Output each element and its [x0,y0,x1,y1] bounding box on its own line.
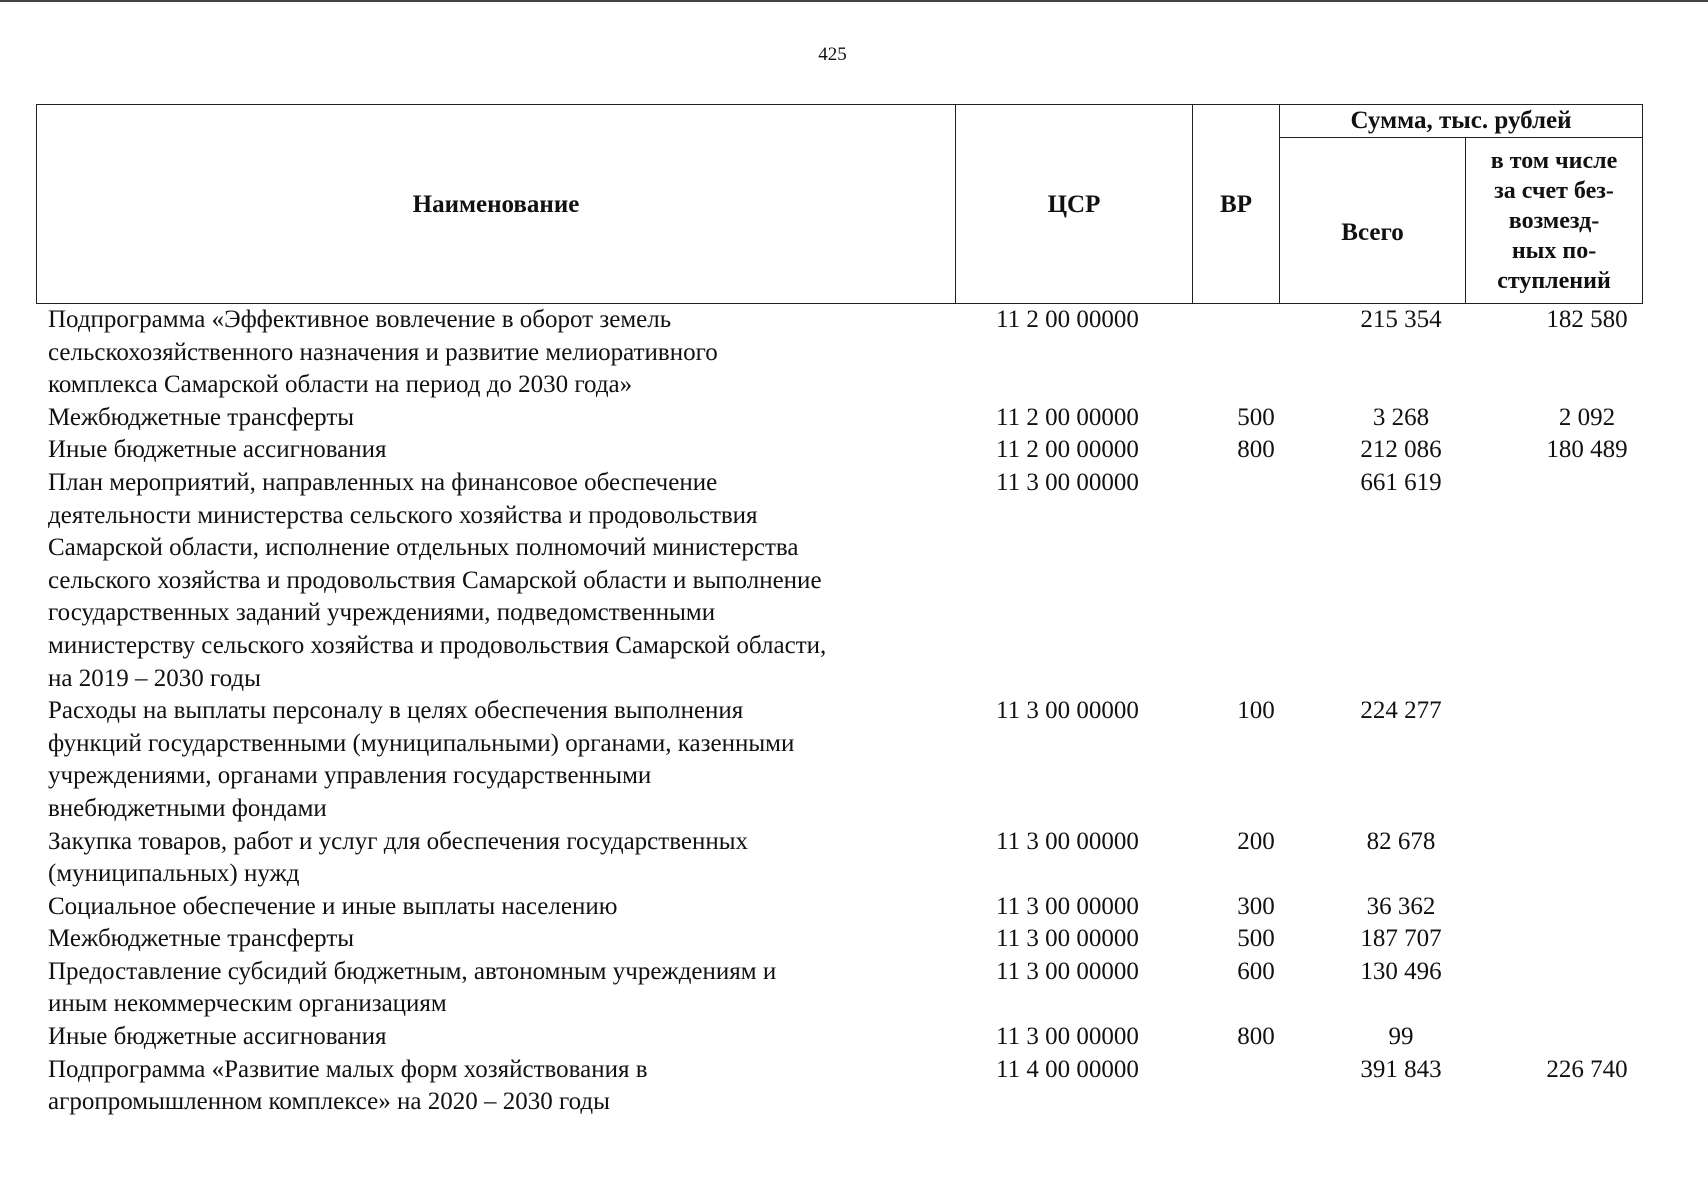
header-grant [1466,138,1643,304]
row-vr: 800 [1237,1023,1275,1051]
row-name-line: комплекса Самарской области на период до 2030 года» [48,371,633,399]
row-name-line: внебюджетными фондами [48,794,327,822]
header-vr: ВР [1193,105,1280,304]
row-total: 36 362 [1366,892,1436,920]
row-name-line: сельского хозяйства и продовольствия Самарской области и выполнение [48,566,822,594]
row-name-line: (муниципальных) нужд [48,860,300,888]
row-vr: 100 [1237,697,1275,725]
table-row [36,923,1642,956]
row-name [48,1021,988,1054]
row-name [48,695,988,825]
table-row [36,891,1642,924]
row-grant: 180 489 [1546,436,1628,464]
row-csr: 11 3 00 00000 [996,892,1139,920]
row-name [48,956,988,1021]
row-grant: 226 740 [1546,1055,1628,1083]
row-csr: 11 2 00 00000 [996,436,1139,464]
table-row [36,304,1642,402]
row-csr: 11 3 00 00000 [996,925,1139,953]
row-name [48,826,988,891]
row-csr: 11 3 00 00000 [996,1023,1139,1051]
row-name-line: Иные бюджетные ассигнования [48,436,387,464]
table-row [36,434,1642,467]
row-name-line: План мероприятий, направленных на финансовое обеспечение [48,468,718,496]
header-total: Всего [1280,138,1466,304]
header-grant-line: в том числе [1490,147,1618,174]
row-name-line: министерству сельского хозяйства и продовольствия Самарской области, [48,631,827,659]
row-total: 99 [1388,1023,1414,1051]
row-total: 82 678 [1366,827,1436,855]
row-total: 215 354 [1360,306,1442,333]
row-name [48,304,988,402]
row-csr: 11 2 00 00000 [996,306,1139,333]
row-name-line: Самарской области, исполнение отдельных полномочий министерства [48,534,799,562]
row-name-line: государственных заданий учреждениями, подведомственными [48,599,716,627]
row-total: 391 843 [1360,1055,1442,1083]
table-row [36,956,1642,1021]
row-name-line: Иные бюджетные ассигнования [48,1023,387,1051]
row-csr: 11 3 00 00000 [996,957,1139,985]
row-name-line: Подпрограмма «Эффективное вовлечение в оборот земель [48,306,672,333]
row-vr: 600 [1237,957,1275,985]
row-total: 3 268 [1372,403,1430,431]
table-row [36,695,1642,825]
row-vr: 500 [1237,403,1275,431]
header-csr: ЦСР [956,105,1193,304]
table-row [36,1054,1642,1119]
table-header [36,104,1643,304]
row-csr: 11 3 00 00000 [996,827,1139,855]
row-csr: 11 3 00 00000 [996,468,1139,496]
table-row [36,1021,1642,1054]
row-name-line: Социальное обеспечение и иные выплаты населению [48,892,618,920]
row-name-line: Межбюджетные трансферты [48,403,355,431]
row-name-line: сельскохозяйственного назначения и развитие мелиоративного [48,338,718,366]
row-total: 212 086 [1360,436,1442,464]
row-name-line: деятельности министерства сельского хозяйства и продовольствия [48,501,758,529]
row-total: 130 496 [1360,957,1442,985]
row-total: 661 619 [1360,468,1442,496]
header-grant-line: за счет без- [1494,177,1614,204]
row-csr: 11 2 00 00000 [996,403,1139,431]
page-number: 425 [818,44,847,65]
row-total: 187 707 [1360,925,1442,953]
row-name [48,891,988,924]
row-grant: 182 580 [1546,306,1628,333]
row-total: 224 277 [1360,697,1442,725]
row-grant: 2 092 [1558,403,1616,431]
row-name-line: Расходы на выплаты персоналу в целях обеспечения выполнения [48,697,744,725]
table-row [36,402,1642,435]
row-name-line: на 2019 – 2030 годы [48,664,261,692]
row-vr: 200 [1237,827,1275,855]
row-name [48,923,988,956]
top-rule [0,0,1708,2]
header-sum-group: Сумма, тыс. рублей [1280,105,1643,138]
row-name-line: агропромышленном комплексе» на 2020 – 2030 годы [48,1088,610,1116]
row-name [48,434,988,467]
header-grant-line: ных по- [1511,237,1597,264]
row-name-line: учреждениями, органами управления государственными [48,762,652,790]
header-name: Наименование [37,105,956,304]
row-name [48,467,988,695]
row-name-line: Подпрограмма «Развитие малых форм хозяйствования в [48,1055,648,1083]
row-name-line: функций государственными (муниципальными) органами, казенными [48,729,795,757]
row-csr: 11 4 00 00000 [996,1055,1139,1083]
row-vr: 500 [1237,925,1275,953]
row-name-line: Предоставление субсидий бюджетным, автономным учреждениям и [48,957,777,985]
row-name [48,402,988,435]
row-vr: 800 [1237,436,1275,464]
row-vr: 300 [1237,892,1275,920]
row-name [48,1054,988,1119]
row-csr: 11 3 00 00000 [996,697,1139,725]
table-row [36,826,1642,891]
header-grant-line: возмезд- [1508,207,1600,234]
row-name-line: иным некоммерческим организациям [48,990,447,1018]
table-row [36,467,1642,695]
row-name-line: Межбюджетные трансферты [48,925,355,953]
row-name-line: Закупка товаров, работ и услуг для обеспечения государственных [48,827,749,855]
table-body [36,304,1642,1119]
header-grant-line: ступлений [1497,267,1611,294]
